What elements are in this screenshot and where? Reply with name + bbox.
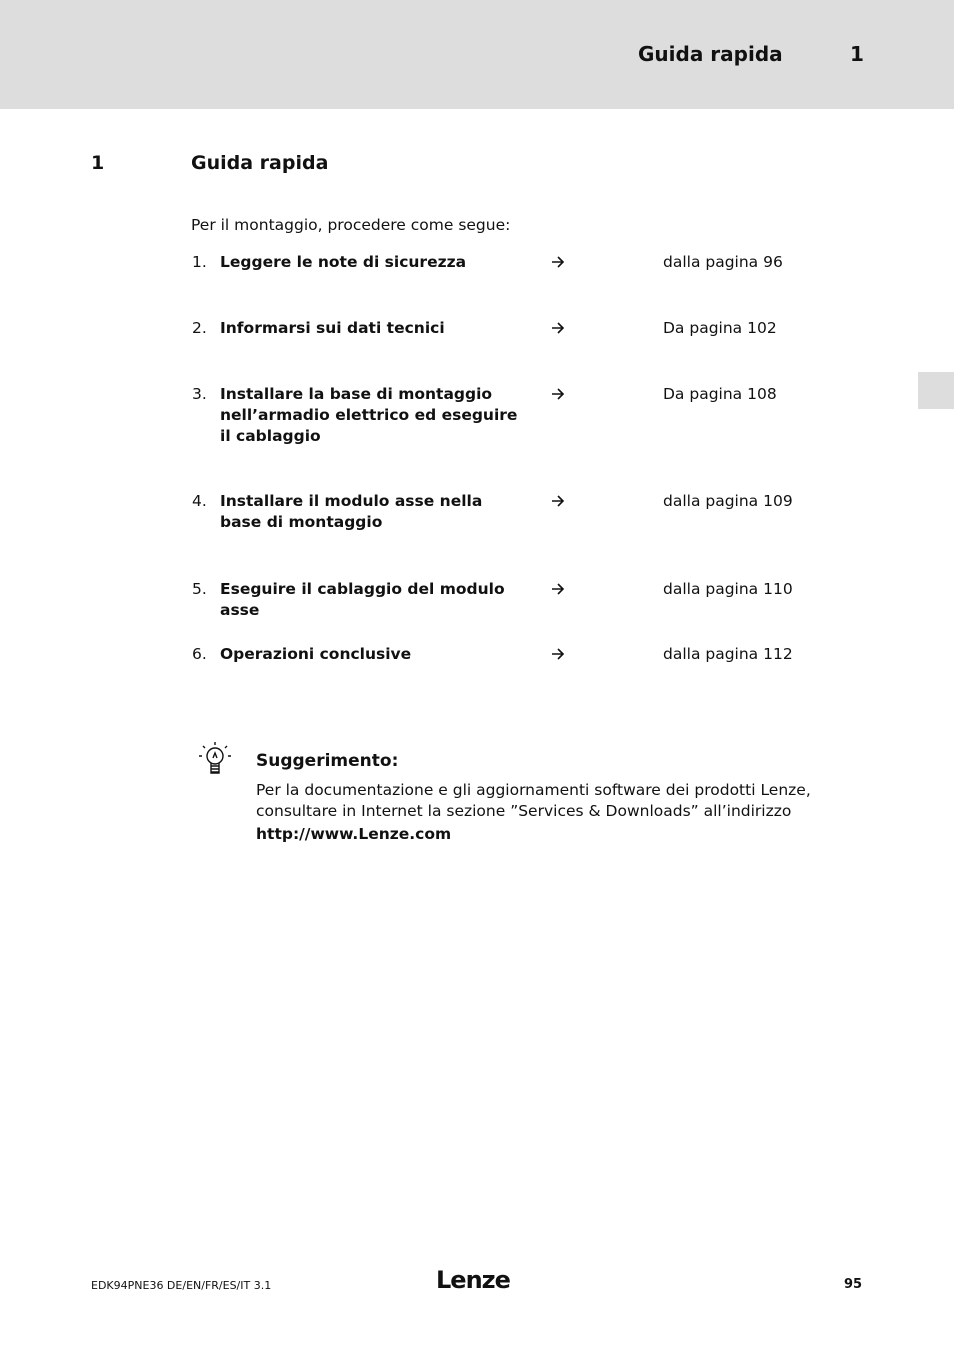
arrow-right-icon: [550, 384, 566, 402]
side-tab-marker: [918, 372, 954, 409]
lenze-website-link[interactable]: http://www.Lenze.com: [256, 825, 452, 843]
step-page-ref: Da pagina 108: [663, 385, 777, 403]
intro-text: Per il montaggio, procedere come segue:: [191, 216, 511, 234]
step-page-ref: Da pagina 102: [663, 319, 777, 337]
step-number: 6.: [192, 645, 207, 663]
arrow-right-icon: [550, 252, 566, 270]
step-text: Installare la base di montaggio nell’armadio elettrico ed eseguire il cablaggio: [220, 385, 518, 445]
step-text: Operazioni conclusive: [220, 645, 412, 663]
arrow-right-icon: [550, 644, 566, 662]
arrow-right-icon: [550, 579, 566, 597]
header-chapter-number: 1: [850, 42, 864, 66]
step-number: 3.: [192, 385, 207, 403]
tip-body: Per la documentazione e gli aggiornamenti software dei prodotti Lenze, consultare in Internet la sezione ”Services & Downloads” all’indirizzo: [256, 781, 811, 820]
step-text: Leggere le note di sicurezza: [220, 253, 467, 271]
step-number: 4.: [192, 492, 207, 510]
step-number: 1.: [192, 253, 207, 271]
tip-title: Suggerimento:: [256, 751, 399, 771]
step-number: 5.: [192, 580, 207, 598]
step-page-ref: dalla pagina 112: [663, 645, 793, 663]
step-number: 2.: [192, 319, 207, 337]
arrow-right-icon: [550, 318, 566, 336]
footer-page-number: 95: [844, 1277, 863, 1292]
step-text: Informarsi sui dati tecnici: [220, 319, 445, 337]
arrow-right-icon: [550, 491, 566, 509]
header-title: Guida rapida: [638, 42, 783, 66]
header-band: [0, 0, 954, 109]
section-number: 1: [91, 152, 105, 174]
step-page-ref: dalla pagina 109: [663, 492, 793, 510]
footer-document-code: EDK94PNE36 DE/EN/FR/ES/IT 3.1: [91, 1279, 272, 1292]
step-text: Installare il modulo asse nella base di montaggio: [220, 492, 483, 531]
lenze-logo: Lenze: [436, 1266, 510, 1294]
section-title: Guida rapida: [191, 152, 329, 174]
step-text: Eseguire il cablaggio del modulo asse: [220, 580, 505, 619]
step-page-ref: dalla pagina 96: [663, 253, 783, 271]
step-page-ref: dalla pagina 110: [663, 580, 793, 598]
lightbulb-icon: [196, 740, 236, 780]
